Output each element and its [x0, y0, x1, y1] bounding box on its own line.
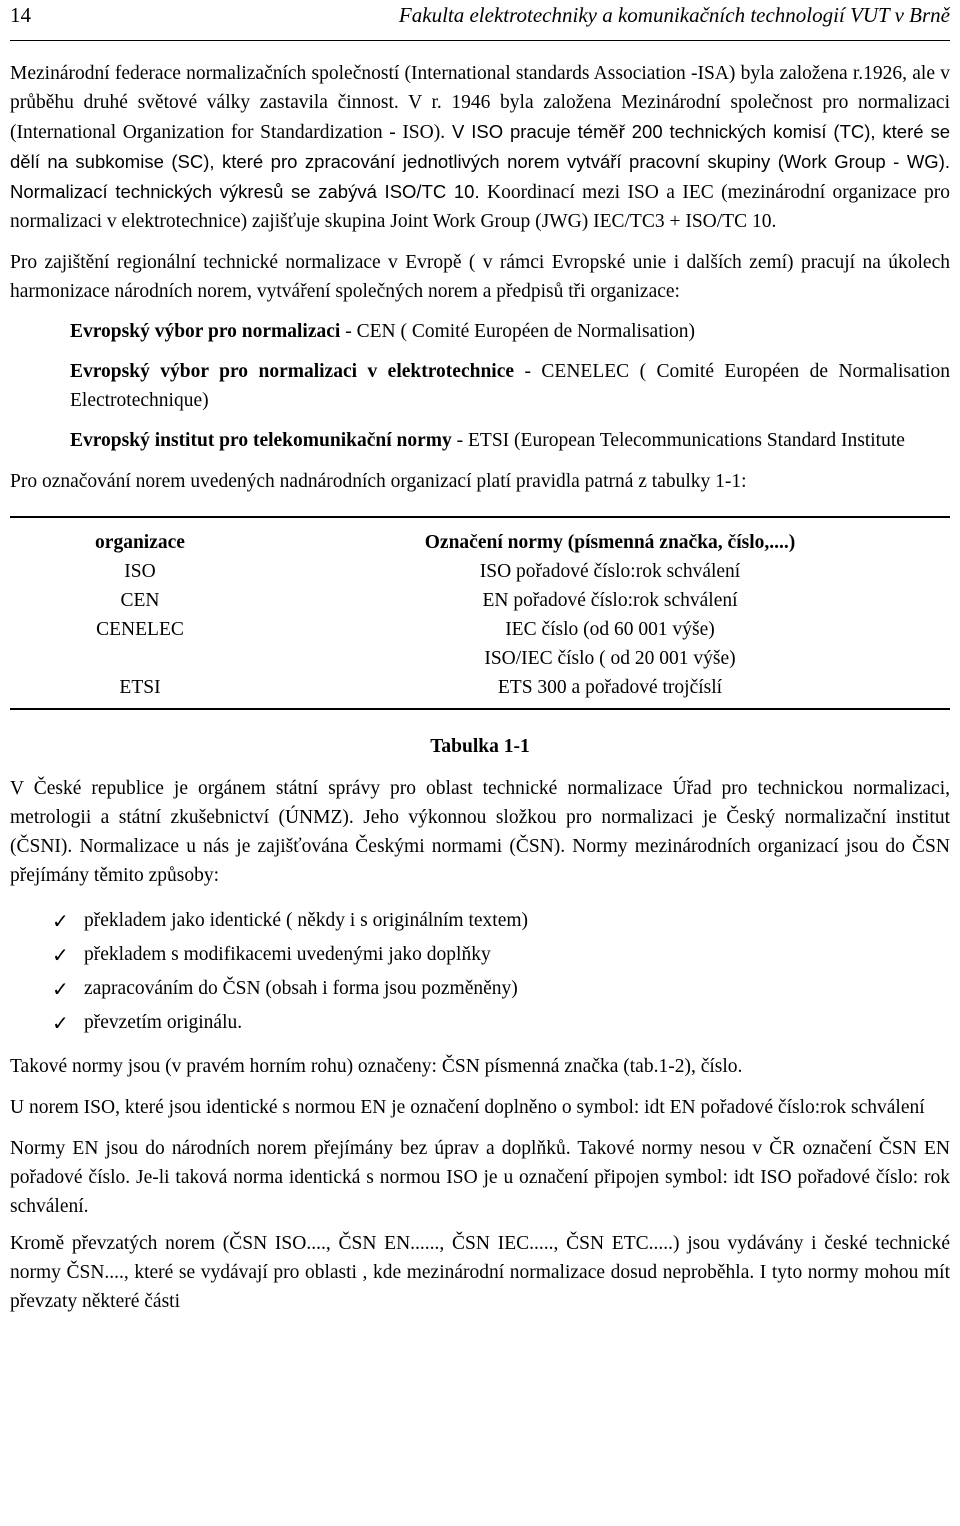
- paragraph-iso-history-c: Koordinací mezi ISO a IEC (mezinárodní organizace pro normalizaci v elektrotechnice) zajišťuje skupina Joint Work Group (JWG) IEC/TC3 + ISO/TC 10.: [10, 182, 951, 232]
- list-item-text: překladem jako identické ( někdy i s originálním textem): [84, 910, 529, 931]
- table-row: [10, 644, 950, 673]
- header-title: Fakulta elektrotechniky a komunikačních technologií VUT v Brně: [398, 3, 950, 27]
- org-etsi: [70, 426, 950, 455]
- page-number: 14: [10, 3, 31, 27]
- table-header-row: [10, 528, 950, 557]
- table-cell: ETS 300 a pořadové trojčíslí: [497, 677, 723, 698]
- org-cenelec-name: Evropský výbor pro normalizaci v elektrotechnice: [70, 361, 515, 382]
- list-item: [52, 1006, 950, 1040]
- list-item-text: překladem s modifikacemi uvedenými jako doplňky: [84, 944, 491, 965]
- paragraph-marking: Takové normy jsou (v pravém horním rohu) označeny: ČSN písmenná značka (tab.1-2), číslo.: [10, 1056, 743, 1077]
- table-row: [10, 586, 950, 615]
- table-cell: ISO/IEC číslo ( od 20 001 výše): [484, 648, 736, 669]
- paragraph-iso-history-b: V ISO pracuje téměř 200 technických komisí (TC), které se dělí na subkomise (SC), které pro zpracování jednotlivých norem vytváří pracovní skupiny (Work Group - WG). Normalizací technických výkresů se zabývá ISO/TC 10.: [10, 121, 950, 202]
- org-cenelec-rest: - CENELEC ( Comité Européen de Normalisation Electrotechnique): [70, 361, 951, 411]
- paragraph-czech-normalization: V České republice je orgánem státní správy pro oblast technické normalizace Úřad pro technickou normalizaci, metrologii a státní zkušebnictví (ÚNMZ). Jeho výkonnou složkou pro normalizaci je Český normalizační institut (ČSNI). Normalizace u nás je zajišťována Českými normami (ČSN). Normy mezinárodních organizací jsou do ČSN přejímány těmito způsoby:: [10, 778, 950, 886]
- org-cenelec: [70, 357, 950, 415]
- org-cen-name: Evropský výbor pro normalizaci: [70, 321, 341, 342]
- table-caption: Tabulka 1-1: [430, 736, 530, 757]
- paragraph-iso-history-a: Mezinárodní federace normalizačních společností (International standards Association -ISA) byla založena r.1926, ale v průběhu druhé světové války zastavila činnost. V r. 1946 byla založena Mezinárodní společnost pro normalizaci (International Organization for Standardization - ISO).: [10, 63, 950, 143]
- list-item: [52, 972, 950, 1006]
- check-icon: ✓: [52, 909, 69, 933]
- table-cell: CENELEC: [96, 619, 184, 640]
- list-item: [52, 938, 950, 972]
- paragraph-table-intro: Pro označování norem uvedených nadnárodních organizací platí pravidla patrná z tabulky 1-1:: [10, 471, 747, 492]
- list-item: [52, 904, 950, 938]
- org-etsi-name: Evropský institut pro telekomunikační normy: [70, 430, 452, 451]
- table-header-cell: Označení normy (písmenná značka, číslo,....): [424, 532, 796, 553]
- table-cell: ETSI: [119, 677, 161, 698]
- organizations-list: [10, 317, 950, 455]
- paragraph-czech-standards: Kromě převzatých norem (ČSN ISO...., ČSN EN......, ČSN IEC....., ČSN ETC.....) jsou vydávány i české technické normy ČSN...., které se vydávají pro oblasti , kde mezinárodní normalizace dosud neproběhla. I tyto normy mohou mít převzaty některé části: [10, 1233, 950, 1312]
- org-cen-rest: - CEN ( Comité Européen de Normalisation): [340, 321, 696, 342]
- org-etsi-rest: - ETSI (European Telecommunications Standard Institute: [451, 430, 905, 451]
- org-cen: [70, 317, 950, 346]
- table-cell: EN pořadové číslo:rok schválení: [482, 590, 738, 611]
- table-cell: ISO pořadové číslo:rok schválení: [479, 561, 741, 582]
- paragraph-iso-identical: U norem ISO, které jsou identické s normou EN je označení doplněno o symbol: idt EN pořadové číslo:rok schválení: [10, 1097, 925, 1118]
- table-row: [10, 673, 950, 702]
- table-header-cell: organizace: [95, 532, 185, 553]
- table-cell: ISO: [124, 561, 156, 582]
- table-row: [10, 615, 950, 644]
- check-icon: ✓: [52, 943, 69, 967]
- paragraph-en-adoption: Normy EN jsou do národních norem přejímány bez úprav a doplňků. Takové normy nesou v ČR označení ČSN EN pořadové číslo. Je-li taková norma identická s normou ISO je u označení připojen symbol: idt ISO pořadové číslo: rok schválení.: [10, 1138, 950, 1217]
- paragraph-iso-history: [10, 59, 950, 236]
- check-icon: ✓: [52, 1011, 69, 1035]
- paragraph-regional-normalization: Pro zajištění regionální technické normalizace v Evropě ( v rámci Evropské unie i dalších zemí) pracují na úkolech harmonizace národních norem, vytváření společných norem a předpisů tři organizace:: [10, 252, 950, 302]
- table-cell: CEN: [120, 590, 160, 611]
- list-item-text: zapracováním do ČSN (obsah i forma jsou pozměněny): [84, 978, 518, 999]
- adoption-methods-list: [52, 904, 950, 1040]
- list-item-text: převzetím originálu.: [84, 1012, 243, 1033]
- check-icon: ✓: [52, 977, 69, 1001]
- standards-table: [10, 516, 950, 710]
- table-cell: [10, 644, 270, 673]
- table-cell: IEC číslo (od 60 001 výše): [505, 619, 715, 640]
- table-row: [10, 557, 950, 586]
- page-header: [10, 0, 950, 41]
